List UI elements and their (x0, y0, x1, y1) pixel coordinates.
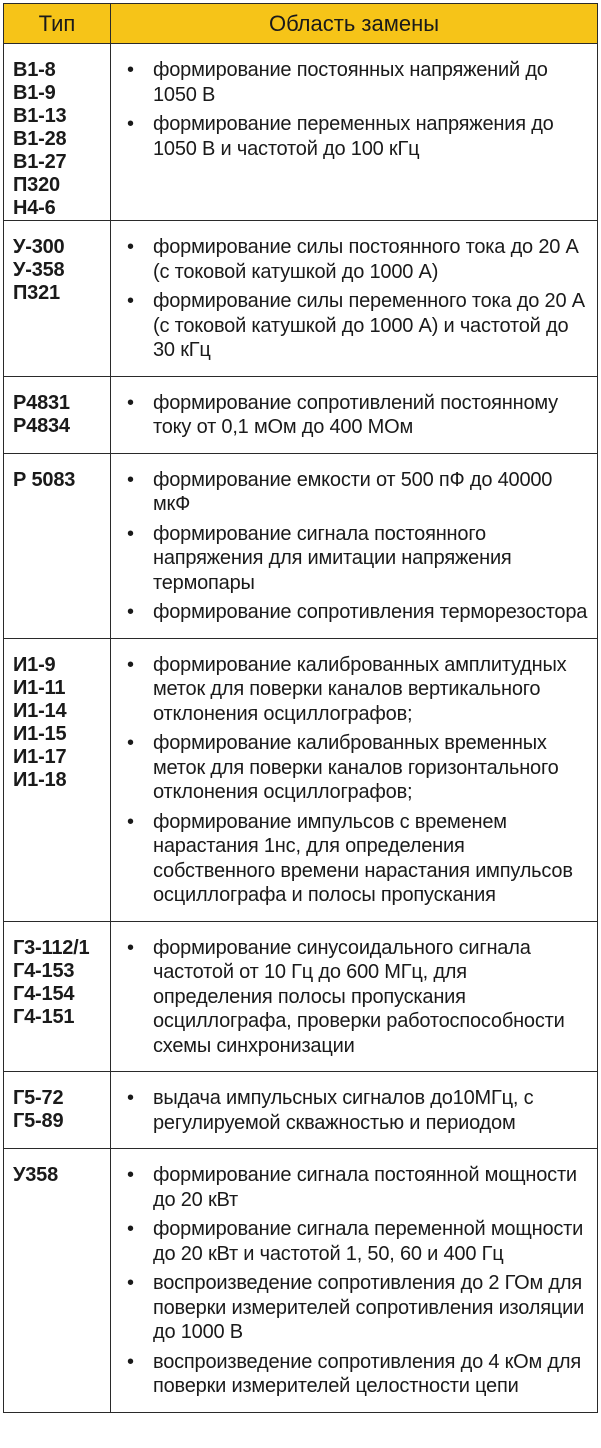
type-cell (4, 44, 111, 221)
list-item: • формирование силы постоянного тока до 20 А (с токовой катушкой до 1000 А) (135, 235, 591, 284)
device-type: Р 5083 (13, 468, 76, 491)
list-item: • формирование сигнала постоянного напряжения для имитации напряжения термопары (135, 522, 591, 596)
table-row (4, 638, 598, 921)
list-item: • воспроизведение сопротивления до 2 ГОм для поверки измерителей сопротивления изоляции до 1000 В (135, 1271, 591, 1345)
list-item: • формирование емкости от 500 пФ до 40000 мкФ (135, 468, 591, 517)
device-type: П321 (13, 282, 60, 304)
type-cell (4, 221, 111, 377)
list-item: • формирование сигнала переменной мощности до 20 кВт и частотой 1, 50, 60 и 400 Гц (135, 1217, 591, 1266)
list-item: • формирование синусоидального сигнала частотой от 10 Гц до 600 МГц, для определения полосы пропускания осциллографа, проверки работоспособности схемы синхронизации (135, 936, 591, 1059)
area-cell (111, 1149, 598, 1413)
type-cell (4, 638, 111, 921)
device-type: И1-15 (13, 722, 67, 745)
table-row (4, 921, 598, 1072)
table-row (4, 44, 598, 221)
device-type: И1-18 (13, 768, 67, 791)
device-type: В1-9 (13, 82, 56, 104)
device-type: И1-9 (13, 653, 56, 676)
list-item: • формирование сопротивления терморезостора (135, 600, 591, 625)
replacement-list (111, 454, 597, 638)
area-cell (111, 44, 598, 221)
table-row (4, 453, 598, 638)
replacement-list (111, 377, 597, 453)
device-type: Г5-72 (13, 1087, 64, 1109)
type-cell (4, 921, 111, 1072)
list-item: • формирование силы переменного тока до 20 А (с токовой катушкой до 1000 А) и частотой до 30 кГц (135, 289, 591, 363)
device-type: В1-8 (13, 59, 56, 81)
device-type: У358 (13, 1164, 59, 1186)
device-type: Г4-153 (13, 959, 75, 982)
area-cell (111, 221, 598, 377)
list-item: • воспроизведение сопротивления до 4 кОм для поверки измерителей целостности цепи (135, 1350, 591, 1399)
list-item: • формирование переменных напряжения до 1050 В и частотой до 100 кГц (135, 112, 591, 161)
type-cell (4, 376, 111, 453)
area-cell (111, 638, 598, 921)
device-type: П320 (13, 174, 60, 196)
device-type: И1-17 (13, 745, 67, 768)
device-type: В1-13 (13, 105, 67, 127)
list-item: • формирование сигнала постоянной мощности до 20 кВт (135, 1163, 591, 1212)
replacement-list (111, 1149, 597, 1412)
device-type: И1-11 (13, 676, 66, 699)
device-type: Г5-89 (13, 1110, 64, 1132)
area-cell (111, 921, 598, 1072)
device-type: Г4-151 (13, 1005, 75, 1028)
replacement-list (111, 922, 597, 1072)
table-row (4, 221, 598, 377)
table-body (4, 44, 598, 1413)
area-cell (111, 453, 598, 638)
list-item: • формирование калиброванных временных меток для поверки каналов горизонтального отклонения осциллографов; (135, 731, 591, 805)
replacement-list (111, 221, 597, 376)
table-row (4, 376, 598, 453)
replacement-list (111, 639, 597, 921)
device-type: Г4-154 (13, 982, 75, 1005)
area-cell (111, 376, 598, 453)
header-area: Область замены (111, 4, 598, 44)
device-type: Р4831 (13, 391, 70, 414)
list-item: • формирование импульсов с временем нарастания 1нс, для определения собственного времени нарастания импульсов осциллографа и полосы пропускания (135, 810, 591, 908)
list-item: • формирование постоянных напряжений до 1050 В (135, 58, 591, 107)
list-item: • формирование калиброванных амплитудных меток для поверки каналов вертикального отклонения осциллографов; (135, 653, 591, 727)
device-type: Н4-6 (13, 197, 56, 219)
type-cell (4, 453, 111, 638)
list-item: • формирование сопротивлений постоянному току от 0,1 мОм до 400 МОм (135, 391, 591, 440)
device-type: В1-27 (13, 151, 67, 173)
device-type: Г3-112/1 (13, 936, 90, 959)
device-type: В1-28 (13, 128, 67, 150)
type-cell (4, 1072, 111, 1149)
table-row (4, 1072, 598, 1149)
replacement-list (111, 1072, 597, 1148)
device-type: У-300 (13, 236, 65, 258)
header-row (4, 4, 598, 44)
device-type: Р4834 (13, 414, 70, 437)
header-type: Тип (4, 4, 111, 44)
device-type: И1-14 (13, 699, 67, 722)
area-cell (111, 1072, 598, 1149)
type-cell (4, 1149, 111, 1413)
device-type: У-358 (13, 259, 65, 281)
table-row (4, 1149, 598, 1413)
replacement-list (111, 44, 597, 174)
replacement-table (3, 3, 598, 1413)
list-item: • выдача импульсных сигналов до10МГц, с регулируемой скважностью и периодом (135, 1086, 591, 1135)
